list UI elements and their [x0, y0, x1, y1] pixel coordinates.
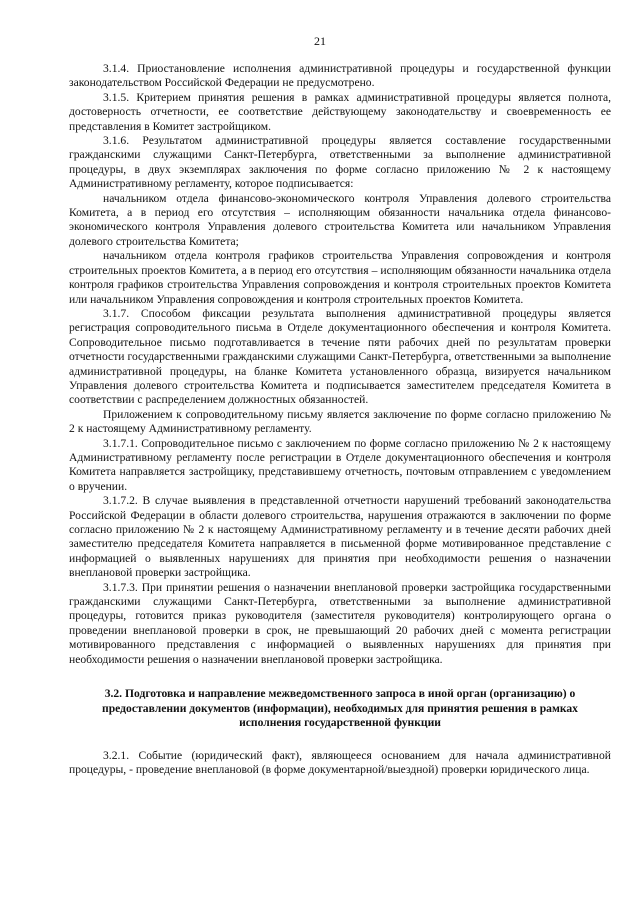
paragraph-3-1-6: 3.1.6. Результатом административной процедуры является составление государственными гражданскими служащими Санкт-Петербурга, ответственными за выполнение административной процедуры, в двух экземплярах заключения по форме согласно приложению № 2 к настоящему Административному регламенту, которое подписывается: — [69, 134, 611, 191]
paragraph-3-1-7: 3.1.7. Способом фиксации результата выполнения административной процедуры является регистрация сопроводительного письма в Отделе документационного обеспечения и контроля Комитета. Сопроводительное письмо подготавливается в течение пяти рабочих дней по результатам проверки отчетности государственными гражданскими служащими Санкт-Петербурга, ответственными за выполнение административной процедуры, на бланке Комитета установленного образца, визируется начальником Управления долевого строительства Комитета и подписывается заместителем председателя Комитета в соответствии с распределением должностных обязанностей. — [69, 306, 611, 407]
section-spacer — [69, 667, 611, 687]
heading-spacer — [69, 731, 611, 749]
paragraph-3-1-7-3: 3.1.7.3. При принятии решения о назначении внеплановой проверки застройщика государственными гражданскими служащими Санкт-Петербурга, ответственными за выполнение административной процедуры, готовится приказ руководителя (заместителя руководителя) контролирующего органа о проведении внеплановой проверки в срок, не превышающий 20 рабочих дней с момента регистрации мотивированного представления с информацией о выявленных нарушениях для принятия при необходимости решения о назначении внеплановой проверки застройщика. — [69, 580, 611, 666]
paragraph-3-2-1: 3.2.1. Событие (юридический факт), являющееся основанием для начала административной процедуры, - проведение внеплановой (в форме документарной/выездной) проверки юридического лица. — [69, 748, 611, 777]
paragraph-signatory-schedule: начальником отдела контроля графиков строительства Управления сопровождения и контроля строительных проектов Комитета, а в период его отсутствия – исполняющим обязанности начальника отдела контроля графиков строительства Управления сопровождения и контроля строительных проектов Комитета или начальником Управления сопровождения и контроля строительных проектов Комитета. — [69, 249, 611, 306]
paragraph-attachment: Приложением к сопроводительному письму является заключение по форме согласно приложению № 2 к настоящему Административному регламенту. — [69, 407, 611, 436]
paragraph-signatory-finance: начальником отдела финансово-экономического контроля Управления долевого строительства Комитета, а в период его отсутствия – исполняющим обязанности начальника отдела финансово-экономического контроля Управления долевого строительства Комитета или начальником Управления долевого строительства Комитета; — [69, 191, 611, 248]
paragraph-3-1-5: 3.1.5. Критерием принятия решения в рамках административной процедуры является полнота, достоверность отчетности, ее соответствие действующему законодательству и своевременность ее представления в Комитет застройщиком. — [69, 90, 611, 133]
paragraph-3-1-4: 3.1.4. Приостановление исполнения административной процедуры и государственной функции законодательством Российской Федерации не предусмотрено. — [69, 62, 611, 90]
paragraph-3-1-7-1: 3.1.7.1. Сопроводительное письмо с заключением по форме согласно приложению № 2 к настоящему Административному регламенту после регистрации в Отделе документационного обеспечения и контроля Комитета направляется застройщику, представившему отчетность, почтовым отправлением с уведомлением о вручении. — [69, 436, 611, 493]
paragraph-3-1-7-2: 3.1.7.2. В случае выявления в представленной отчетности нарушений требований законодательства Российской Федерации в области долевого строительства, нарушения отражаются в заключении по форме согласно приложению № 2 к настоящему Административному регламенту и в течение десяти рабочих дней заместителю председателя Комитета направляется в письменной форме мотивированное представление с информацией о выявленных нарушениях для принятия при необходимости решения о назначении внеплановой проверки застройщика. — [69, 494, 611, 580]
page-number: 21 — [314, 34, 326, 48]
section-heading-3-2: 3.2. Подготовка и направление межведомственного запроса в иной орган (организацию) о предоставлении документов (информации), необходимых для принятия решения в рамках исполнения государственной функции — [102, 687, 578, 730]
document-body — [69, 62, 611, 778]
